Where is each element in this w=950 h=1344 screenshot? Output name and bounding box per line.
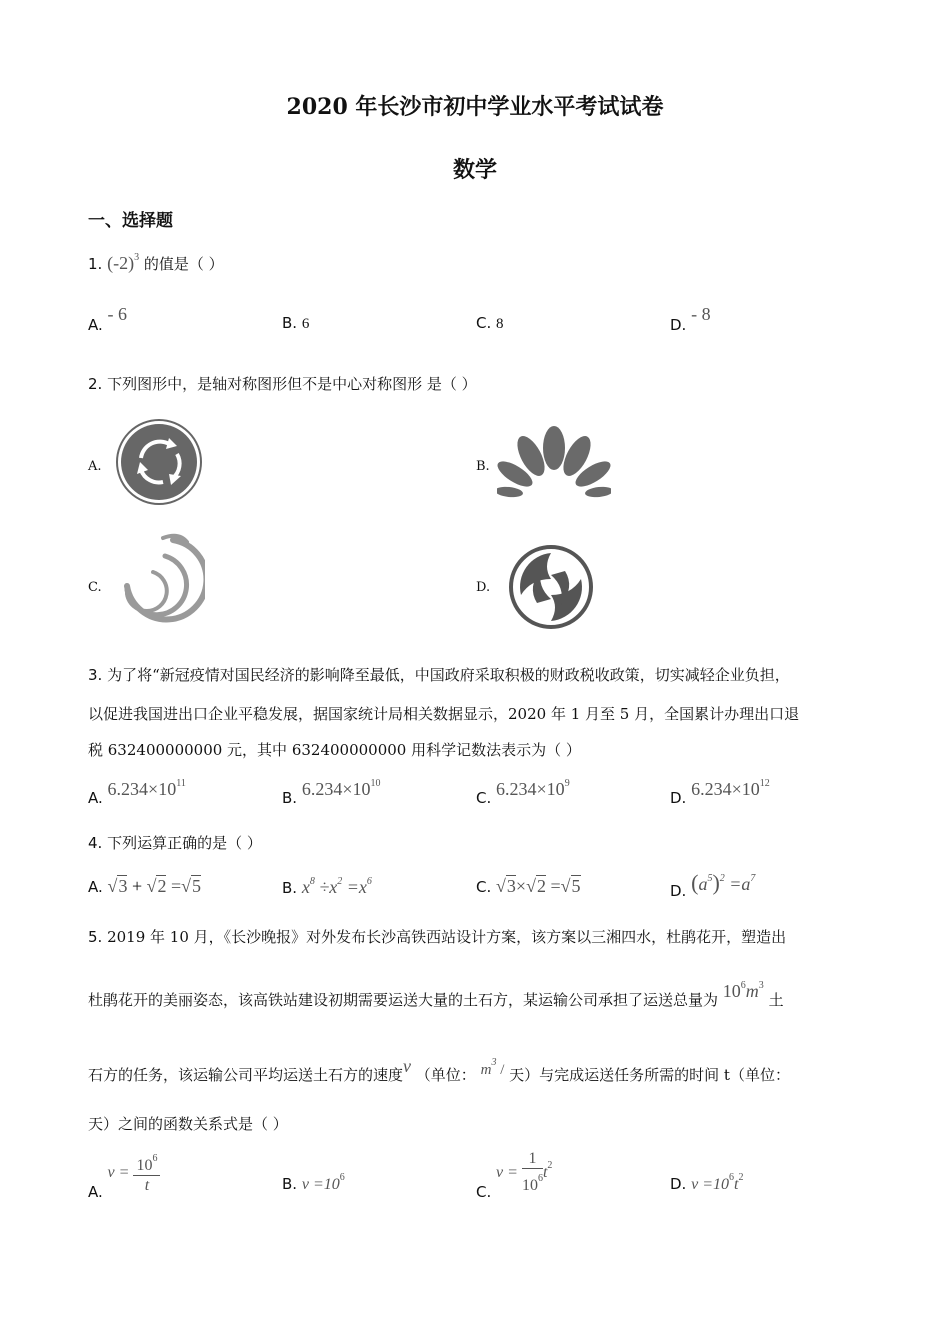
q4-option-b: B. $x^8 \div x^2 =x^6$ xyxy=(282,876,372,897)
q5-option-a: A. v = $\frac{10^6}{t}$ xyxy=(88,1150,160,1196)
question-4: 4. 下列运算正确的是（ ） xyxy=(88,834,262,852)
question-1 xyxy=(88,252,224,274)
q2-option-b-label: B. xyxy=(476,459,490,474)
q4-option-c: C. √3×√2 =√5 xyxy=(476,876,581,896)
paper-title: 2020 年长沙市初中学业水平考试试卷 xyxy=(286,94,664,120)
q1-stem: 的值是（ ） xyxy=(143,255,224,273)
question-number: 2. xyxy=(88,375,103,393)
q4-option-d: D. $(a^5)^2 =a^7$ xyxy=(670,870,756,900)
q3-option-d: D. $6.234\times 10^{12}$ xyxy=(670,778,770,807)
question-number: 1. xyxy=(88,255,103,273)
q1-option-b: B. 6 xyxy=(282,314,310,332)
question-3-line-2: 以促进我国进出口企业平稳发展，据国家统计局相关数据显示，2020 年 1 月至 5 月，全国累计办理出口退 xyxy=(88,705,800,723)
question-2 xyxy=(88,373,477,394)
q4-option-a: A. √3 + √2 =√5 xyxy=(88,876,202,896)
q5-option-d: D. $v =10^6t^2$ xyxy=(670,1172,744,1193)
q1-option-a: A. - 6 xyxy=(88,304,128,334)
q5-option-c: C. v = $\frac{1}{10^6}$ $t^2$ xyxy=(476,1150,553,1201)
q1-option-c: C. 8 xyxy=(476,314,504,332)
q2-figure-b xyxy=(497,426,611,500)
question-number: 4. xyxy=(88,834,103,852)
q2-option-a-label: A. xyxy=(88,459,102,474)
q3-option-c: C. $6.234\times 10^9$ xyxy=(476,778,570,807)
q5-option-b: B. $v =10^6$ xyxy=(282,1172,345,1193)
question-number: 5. xyxy=(88,928,103,946)
paper-subject: 数学 xyxy=(452,157,497,183)
q2-stem: 下列图形中，是轴对称图形但不是中心对称图形 是（ ） xyxy=(107,375,477,393)
question-5-line-1: 5. 2019 年 10 月，《长沙晚报》对外发布长沙高铁西站设计方案，该方案以三湘四水，杜鹃花开，塑造出 xyxy=(88,928,787,946)
q2-figure-a xyxy=(115,418,203,506)
section-heading: 一、选择题 xyxy=(88,211,173,231)
q3-option-a: A. $6.234\times 10^{11}$ xyxy=(88,778,186,807)
q2-figure-c xyxy=(113,528,205,634)
q3-option-b: B. $6.234\times 10^{10}$ xyxy=(282,778,381,807)
q2-option-d-label: D. xyxy=(476,580,491,595)
q2-option-c-label: C. xyxy=(88,580,102,595)
q1-option-d: D. - 8 xyxy=(670,304,711,334)
question-3-line-1: 3. 为了将“新冠疫情对国民经济的影响降至最低，中国政府采取积极的财政税收政策，切实减轻企业负担， xyxy=(88,666,790,684)
q1-expression: $(-2)^3$ xyxy=(107,252,140,273)
question-number: 3. xyxy=(88,666,103,684)
question-5-line-2: 杜鹃花开的美丽姿态，该高铁站建设初期需要运送大量的土石方，某运输公司承担了运送总量为 $10^6m^3$ 土 xyxy=(88,980,784,1009)
question-5-line-4: 天）之间的函数关系式是（ ） xyxy=(88,1115,288,1133)
question-3-line-3: 税 632400000000 元，其中 632400000000 用科学记数法表示为（ ） xyxy=(88,741,581,759)
q2-figure-d xyxy=(507,543,595,631)
question-5-line-3: 石方的任务，该运输公司平均运送土石方的速度v （单位： $m^3$ / 天）与完成运送任务所需的时间 t（单位： xyxy=(88,1056,790,1084)
